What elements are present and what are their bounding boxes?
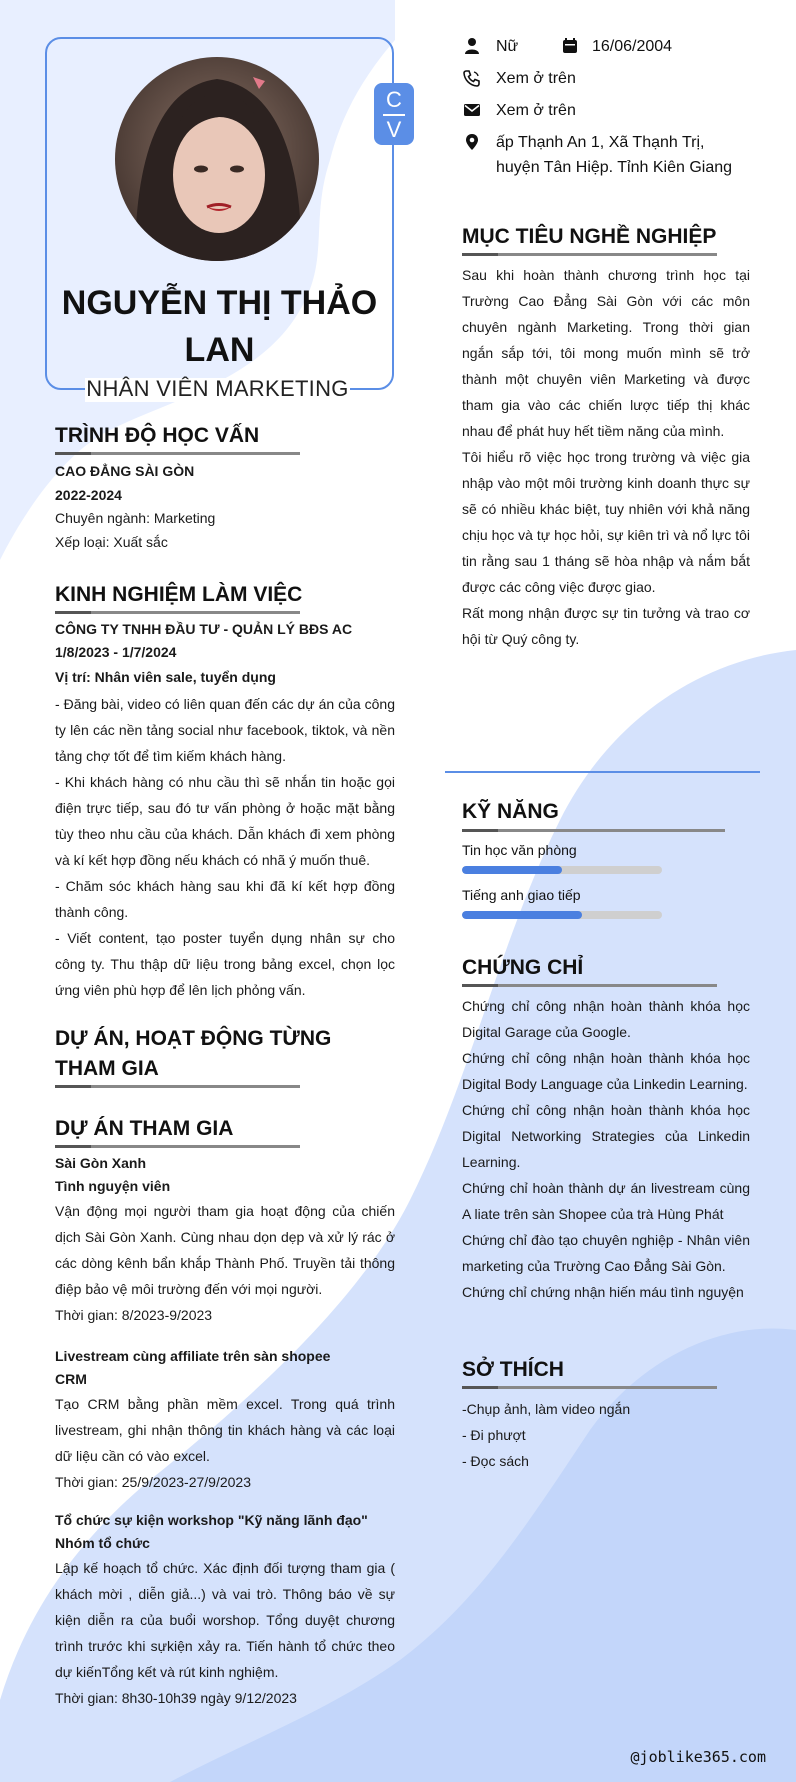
experience-title: KINH NGHIỆM LÀM VIỆC <box>55 583 303 606</box>
certificate-item: Chứng chỉ công nhận hoàn thành khóa học Digital Body Language của Linkedin Learning. <box>462 1050 750 1092</box>
objective-paragraph-2: Tôi hiểu rõ việc học trong trường và việc gia nhập vào một môi trường kinh doanh thực sự sẽ có nhiều khác biệt, tuy nhiên với khả năng chịu học và tự học hỏi, sự kiên trì và nổ lực tôi tin rằng sau 1 tháng sẽ hòa nhập và nắm bắt được các công việc được giao. <box>462 449 750 595</box>
email-icon <box>463 101 481 119</box>
experience-position: Vị trí: Nhân viên sale, tuyển dụng <box>55 669 276 685</box>
project-name: Sài Gòn Xanh <box>55 1155 147 1171</box>
project-role: CRM <box>55 1371 87 1387</box>
person-icon <box>463 37 481 55</box>
contact-phone: Xem ở trên <box>496 70 576 87</box>
skill-bar <box>462 866 662 874</box>
cv-badge-v: V <box>386 117 402 142</box>
skill-bar <box>462 911 662 919</box>
candidate-name: NGUYỄN THỊ THẢO LAN <box>61 284 378 369</box>
education-title: TRÌNH ĐỘ HỌC VẤN <box>55 424 260 447</box>
avatar-photo <box>115 57 319 261</box>
experience-duty: - Viết content, tạo poster tuyển dụng nhân sự cho công ty. Thu thập dữ liệu trong bảng excel, chọn lọc ứng viên phù hợp để lên lịch phỏng vấn. <box>55 930 395 998</box>
hobbies-title: SỞ THÍCH <box>462 1358 564 1381</box>
project-name: Tổ chức sự kiện workshop "Kỹ năng lãnh đạo" <box>55 1512 368 1528</box>
objective-title-underline <box>462 253 717 256</box>
certificate-item: Chứng chỉ công nhận hoàn thành khóa học Digital Garage của Google. <box>462 998 750 1040</box>
certificates-title-underline <box>462 984 717 987</box>
hobby-item: - Đọc sách <box>462 1453 529 1469</box>
certificates-list <box>462 993 750 1305</box>
certificate-item: Chứng chỉ công nhận hoàn thành khóa học Digital Networking Strategies của Linkedin Learning. <box>462 1102 750 1170</box>
skills-title-underline <box>462 829 725 832</box>
activities-title-underline <box>55 1085 300 1088</box>
hobby-item: - Đi phượt <box>462 1427 526 1443</box>
right-column-divider <box>445 771 760 773</box>
experience-body <box>55 618 395 1003</box>
objective-paragraph-3: Rất mong nhận được sự tin tưởng và trao cơ hội từ Quý công ty. <box>462 605 750 647</box>
certificates-title: CHỨNG CHỈ <box>462 956 584 979</box>
objective-body <box>462 262 750 652</box>
contact-gender: Nữ <box>496 38 519 55</box>
certificate-item: Chứng chỉ đào tạo chuyên nghiệp - Nhân viên marketing của Trường Cao Đẳng Sài Gòn. <box>462 1232 750 1274</box>
project-desc: Lập kế hoạch tổ chức. Xác định đối tượng tham gia ( khách mời , diễn giả...) và vai trò. Thông báo về sự kiện diễn ra của buổi worshop. Tổng duyệt chương trình trước khi sựkiện xảy ra. Tiến hành tổ chức theo dự kiếnTổng kết và rút kinh nghiệm. <box>55 1560 395 1680</box>
location-pin-icon <box>463 133 481 151</box>
education-years: 2022-2024 <box>55 486 122 503</box>
objective-title: MỤC TIÊU NGHỀ NGHIỆP <box>462 225 717 248</box>
objective-paragraph-1: Sau khi hoàn thành chương trình học tại Trường Cao Đẳng Sài Gòn với các môn chuyên ngành Marketing. Trong thời gian ngắn sắp tới, tôi mong muốn mình sẽ trở thành một chuyên viên Marketing và được tham gia vào các chiến lược tiếp thị khác nhau để phát huy hết tiềm năng của mình. <box>462 267 750 439</box>
footer-brand: @joblike365.com <box>630 1748 766 1766</box>
education-body <box>55 460 395 554</box>
contact-email: Xem ở trên <box>496 102 576 119</box>
avatar <box>115 57 319 261</box>
certificate-item: Chứng chỉ hoàn thành dự án livestream cùng A liate trên sàn Shopee của trà Hùng Phát <box>462 1180 750 1222</box>
education-major: Chuyên ngành: Marketing <box>55 510 216 526</box>
education-school: CAO ĐẲNG SÀI GÒN <box>55 463 195 479</box>
skill-bar-fill <box>462 911 582 919</box>
contact-address-line1: ấp Thạnh An 1, Xã Thạnh Trị, <box>496 134 705 151</box>
skills-title: KỸ NĂNG <box>462 800 559 823</box>
project-time: Thời gian: 8h30-10h39 ngày 9/12/2023 <box>55 1690 297 1706</box>
project-time: Thời gian: 8/2023-9/2023 <box>55 1307 213 1323</box>
project-time: Thời gian: 25/9/2023-27/9/2023 <box>55 1474 251 1490</box>
project-role: Tình nguyện viên <box>55 1178 171 1194</box>
education-title-underline <box>55 452 300 455</box>
experience-company: CÔNG TY TNHH ĐẦU TƯ - QUẢN LÝ BĐS AC <box>55 621 353 637</box>
calendar-icon <box>561 37 579 55</box>
activities-title-line2: THAM GIA <box>55 1057 159 1080</box>
cv-badge-divider <box>383 114 405 116</box>
hobby-item: -Chụp ảnh, làm video ngắn <box>462 1401 631 1417</box>
experience-duty: - Đăng bài, video có liên quan đến các dự án của công ty lên các nền tảng social như facebook, tiktok, và nền tảng chợ tốt để tìm kiếm khách hàng. <box>55 696 395 764</box>
hobbies-list <box>462 1396 750 1474</box>
hobbies-title-underline <box>462 1386 717 1389</box>
project-desc: Tạo CRM bằng phần mềm excel. Trong quá trình livestream, ghi nhận thông tin khách hàng và các loại dữ liệu cần có vào excel. <box>55 1396 395 1464</box>
experience-title-underline <box>55 611 300 614</box>
project-item <box>55 1509 395 1711</box>
activities-title <box>55 1024 331 1084</box>
skill-bar-fill <box>462 866 562 874</box>
experience-duty: - Khi khách hàng có nhu cầu thì sẽ nhắn tin hoặc gọi điện trực tiếp, sau đó tư vấn phòng ở hoặc mặt bằng tùy theo nhu cầu của khách. Dẫn khách đi xem phòng và kí kết hợp đồng nếu khách có nhã ý muốn thuê. <box>55 774 395 868</box>
project-item <box>55 1152 395 1328</box>
contact-address-line2: huyện Tân Hiệp. Tỉnh Kiên Giang <box>496 159 733 176</box>
phone-icon <box>463 69 481 87</box>
activities-title-line1: DỰ ÁN, HOẠT ĐỘNG TỪNG <box>55 1027 332 1050</box>
experience-duty: - Chăm sóc khách hàng sau khi đã kí kết hợp đồng thành công. <box>55 878 395 920</box>
skill-label: Tin học văn phòng <box>462 842 577 858</box>
projects-title: DỰ ÁN THAM GIA <box>55 1117 234 1140</box>
project-role: Nhóm tổ chức <box>55 1535 150 1551</box>
contact-birthday: 16/06/2004 <box>592 38 673 55</box>
skill-label: Tiếng anh giao tiếp <box>462 887 581 903</box>
project-name: Livestream cùng affiliate trên sàn shopee <box>55 1348 331 1364</box>
education-rank: Xếp loại: Xuất sắc <box>55 533 168 550</box>
cv-badge <box>374 83 414 145</box>
candidate-role: NHÂN VIÊN MARKETING <box>86 376 349 401</box>
experience-period: 1/8/2023 - 1/7/2024 <box>55 644 177 660</box>
projects-title-underline <box>55 1145 300 1148</box>
project-desc: Vận động mọi người tham gia hoạt động của chiến dịch Sài Gòn Xanh. Cùng nhau dọn dẹp và xử lý rác ở các dòng kênh bẩn khắp Thành Phố. Truyền tải thông điệp bảo vệ môi trường đến với mọi người. <box>55 1203 395 1297</box>
project-item <box>55 1345 395 1495</box>
cv-badge-c: C <box>386 87 402 112</box>
certificate-item: Chứng chỉ chứng nhận hiến máu tình nguyện <box>462 1284 744 1300</box>
